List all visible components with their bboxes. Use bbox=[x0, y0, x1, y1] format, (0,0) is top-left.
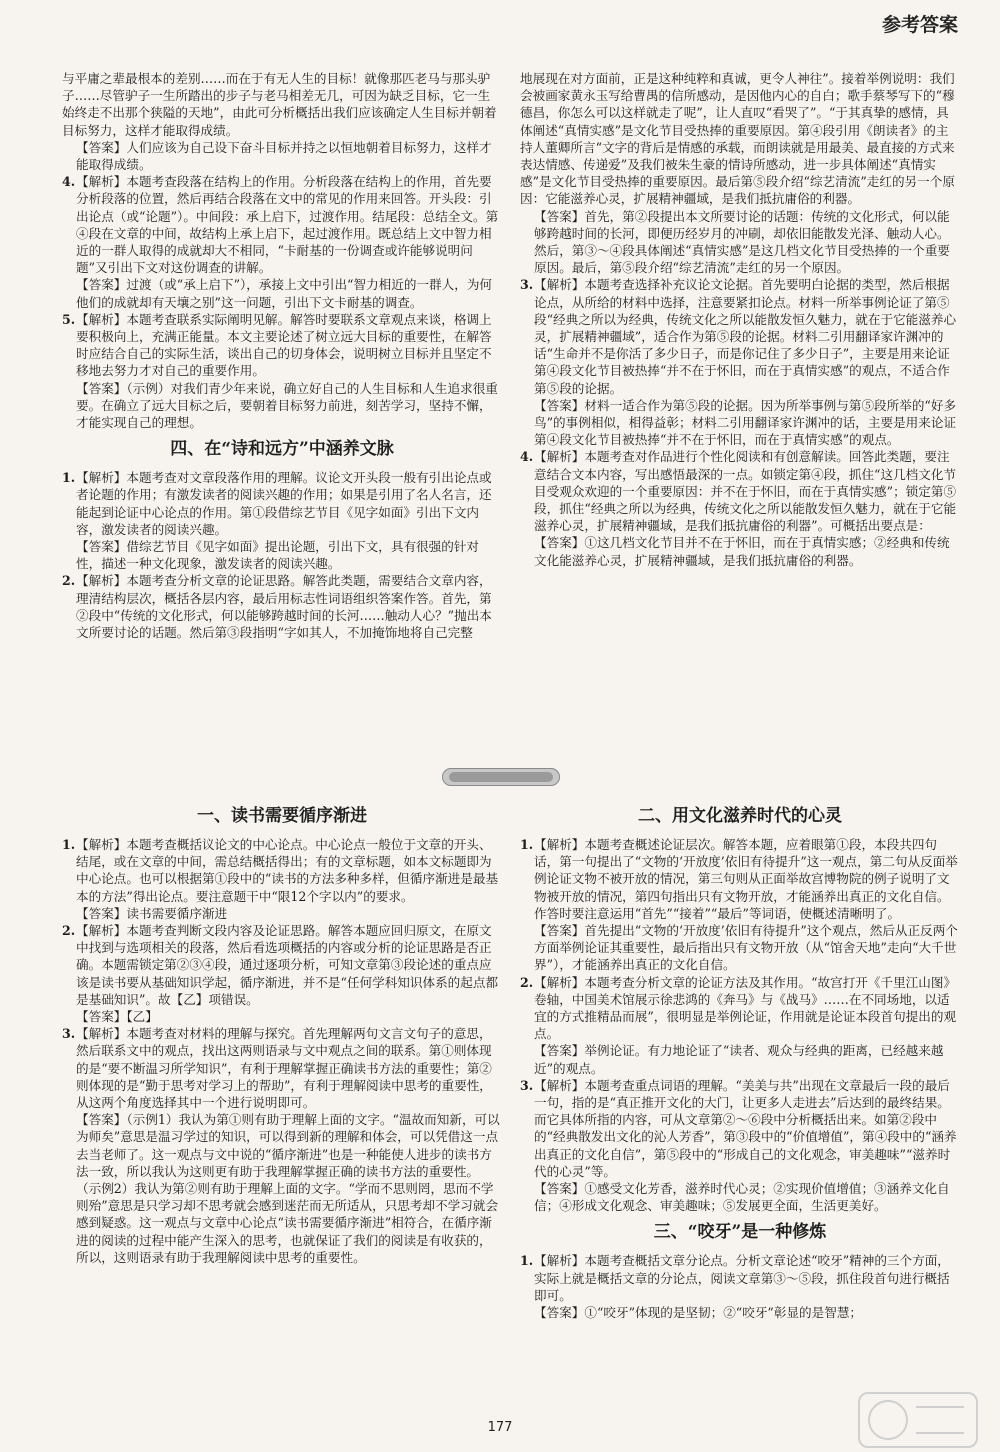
top-right-column bbox=[520, 70, 960, 569]
continuation-paragraph: 地展现在对方面前，正是这种纯粹和真诚，更令人神往”。接着举例说明：我们会被画家黄永玉写给曹禺的信所感动，是因他内心的自白；歌手蔡琴写下的“穆德昌，你怎么可以这样就走了呢”，让人直叹“看哭了”。“于其真挚的感情，具体阐述“真情实感”是文化节目受热捧的重要原因。第④段引用《朗读者》的主持人董卿所言“文字的背后是情感的承载，而朗读就是用最美、最直接的方式来表达情感、传递爱”及我们被朱生豪的情诗所感动，进一步具体阐述“真情实感”是文化节目受热捧的重要原因。最后第⑤段介绍“综艺清流”走红的另一个原因：它能滋养心灵，扩展精神疆域，是我们抵抗庸俗的利器。 bbox=[520, 71, 955, 207]
answer-text: 【答案】（示例）对我们青少年来说，确立好自己的人生目标和人生追求很重要。在确立了远大目标之后，要朝着目标努力前进，刻苦学习，坚持不懈，才能实现自己的理想。 bbox=[76, 380, 498, 431]
answer-text: （示例2）我认为第②则有助于理解上面的文字。“学而不思则罔，思而不学则殆”意思是只学习却不思考就会感到迷茫而无所适从，只思考却不学习就会感到疑惑。这一观点与文章中心论点“读书需要循序渐进”相符合，在循序渐进的阅读的过程中能产生深入的思考，也就保证了我们的阅读是有收获的，所以，这则语录有助于我理解阅读中思考的重要性。 bbox=[76, 1181, 499, 1265]
question-number: 2. bbox=[520, 974, 534, 990]
question-number: 3. bbox=[520, 1077, 534, 1093]
analysis-text: 【解析】本题考查概括文章分论点。分析文章论述“咬牙”精神的三个方面，实际上就是概括文章的分论点，阅读文章第③～⑤段，抓住段首句进行概括即可。 bbox=[534, 1253, 950, 1303]
analysis-text: 【解析】本题考查对材料的理解与探究。首先理解两句文言文句子的意思，然后联系文中的观点，找出这两则语录与文中观点之间的联系。第①则体现的是“要不断温习所学知识”，有利于理解掌握正确读书方法的重要性；第②则体现的是“勤于思考对学习上的帮助”，有利于理解阅读中思考的重要性，从这两个角度选择其中一个进行说明即可。 bbox=[76, 1026, 492, 1111]
question-item-1 bbox=[520, 836, 960, 922]
question-number: 2. bbox=[62, 923, 76, 939]
analysis-text: 【解析】本题考查重点词语的理解。“美美与共”出现在文章最后一段的最后一句，指的是“真正推开文化的大门，让更多人走进去”后达到的最终结果。而它具体所指的内容，可从文章第②～⑥段中分析概括出来。如第②段中的“经典散发出文化的沁人芳香”，第③段中的“价值增值”，第④段中的“涵养出真正的文化自信”，第⑤段中的“形成自己的文化观念，审美趣味”“滋养时代的心灵”等。 bbox=[534, 1077, 957, 1179]
analysis-text: 【解析】本题考查段落在结构上的作用。分析段落在结构上的作用，首先要分析段落的位置，然后再结合段落在文中的常见的作用来回答。开头段：引出论点（或“论题”）。中间段：承上启下，过渡作用。结尾段：总结全文。第④段在文章的中间，故结构上承上启下，起过渡作用。既总结上文中智力相近的一群人取得的成就却大不相同，“卡耐基的一份调查或许能够说明问题”又引出下文对这份调查的讲解。 bbox=[76, 174, 499, 276]
answer-text: 【答案】借综艺节目《见字如面》提出论题，引出下文，具有很强的针对性，描述一种文化现象，激发读者的阅读兴趣。 bbox=[76, 539, 479, 572]
answer-text: 【答案】①“咬牙”体现的是坚韧；②“咬牙”彰显的是智慧； bbox=[534, 1305, 863, 1321]
analysis-text: 【解析】本题考查选择补充议论文论据。首先要明白论据的类型，然后根据论点，从所给的材料中选择，注意要紧扣论点。材料一所举事例论证了第⑤段“经典之所以为经典，传统文化之所以能散发恒久魅力，就在于它能滋养心灵，扩展精神疆域”，适合作为第⑤段的论据。材料二引用翻译家许渊冲的话“生命并不是你活了多少日子，而是你记住了多少日子”，主要是用来论证第④段文化节目被热捧“并不在于怀旧，而在于真情实感”的观点，不适合作第⑤段的论据。 bbox=[534, 277, 957, 396]
question-item-1 bbox=[62, 469, 502, 538]
answer-text: 【答案】过渡（或“承上启下”），承接上文中引出“智力相近的一群人，为何他们的成就却有天壤之别”这一问题，引出下文卡耐基的调查。 bbox=[76, 277, 493, 310]
question-number: 1. bbox=[520, 837, 534, 852]
answer-text: 【答案】①这几档文化节目并不在于怀旧，而在于真情实感；②经典和传统文化能滋养心灵，扩展精神疆域，是我们抵抗庸俗的利器。 bbox=[534, 535, 950, 568]
answer-text: 【答案】举例论证。有力地论证了“读者、观众与经典的距离，已经越来越近”的观点。 bbox=[534, 1043, 944, 1076]
question-number: 3. bbox=[520, 277, 534, 293]
page-number: 177 bbox=[487, 1420, 513, 1435]
analysis-text: 【解析】本题考查概述论证层次。解答本题，应着眼第①段，本段共四句话，第一句提出了“文物的‘开放度’依旧有待提升”这一观点，第二句从反面举例论证文物不被开放的情况，第三句则从正面举故宫博物院的例子说明了文物被开放的情况，第四句指出只有文物开放，才能涵养出真正的文化自信。作答时要注意运用“首先”“接着”“最后”等词语，使概述清晰明了。 bbox=[534, 837, 958, 921]
question-number: 1. bbox=[520, 1253, 534, 1269]
question-number: 2. bbox=[62, 573, 76, 589]
analysis-text: 【解析】本题考查联系实际阐明见解。解答时要联系文章观点来谈，格调上要积极向上，充满正能量。本文主要论述了树立远大目标的重要性，在解答时应结合自己的实际生活，谈出自己的切身体会，说明树立目标并且坚定不移地去努力才对自己的重要作用。 bbox=[76, 311, 492, 379]
answer-text: 【答案】读书需要循序渐进 bbox=[76, 905, 228, 921]
answer-text: 【答案】首先提出“文物的‘开放度’依旧有待提升”这个观点，然后从正反两个方面举例论证其重要性，最后指出只有文物开放（从“馆舍天地”走向“大千世界”），才能涵养出真正的文化自信。 bbox=[534, 923, 958, 973]
answer-text: 【答案】材料一适合作为第⑤段的论据。因为所举事例与第⑤段所举的“好多鸟”的事例相似，相得益彰；材料二引用翻译家许渊冲的话，主要是用来论证第④段文化节目被热捧“并不在于怀旧，而在于真情实感”的观点。 bbox=[534, 397, 957, 448]
question-item-2 bbox=[62, 572, 502, 641]
analysis-text: 【解析】本题考查判断文段内容及论证思路。解答本题应回归原文，在原文中找到与选项相关的段落，然后看选项概括的内容或分析的论证思路是否正确。本题需锁定第②③④段，通过逐项分析，可知文章第③段论述的重点应该是读书要从基础知识学起，循序渐进，并不是“任何学科知识体系的起点都是基础知识”。故【乙】项错误。 bbox=[76, 923, 499, 1007]
question-item-3 bbox=[62, 1025, 502, 1111]
question-number: 5. bbox=[62, 311, 76, 327]
question-item-1 bbox=[520, 1252, 960, 1304]
section-title: 四、在“诗和远方”中涵养文脉 bbox=[170, 439, 394, 460]
bottom-right-column bbox=[520, 798, 960, 1321]
section-title: 一、读书需要循序渐进 bbox=[197, 806, 367, 826]
question-item-5 bbox=[62, 311, 502, 380]
question-item-2 bbox=[520, 974, 960, 1043]
section-divider-banner bbox=[442, 768, 560, 786]
analysis-text: 【解析】本题考查对作品进行个性化阅读和有创意解读。回答此类题，要注意结合文本内容，写出感悟最深的一点。如锁定第④段，抓住“这几档文化节目受观众欢迎的一个重要原因：并不在于怀旧，而在于真情实感”；锁定第⑤段，抓住“经典之所以为经典，传统文化之所以能散发恒久魅力，就在于它能滋养心灵，扩展精神疆域，是我们抵抗庸俗的利器”。可概括出要点是： bbox=[534, 449, 957, 534]
question-item-2 bbox=[62, 922, 502, 1008]
question-number: 4. bbox=[62, 174, 76, 190]
analysis-text: 【解析】本题考查分析文章的论证思路。解答此类题，需要结合文章内容，理清结构层次，概括各层内容，最后用标志性词语组织答案作答。首先，第②段中“传统的文化形式，何以能够跨越时间的长河……触动人心？”抛出本文所要讨论的话题。然后第③段指明“字如其人，不加掩饰地将自己完整 bbox=[76, 573, 492, 641]
question-item-4 bbox=[520, 448, 960, 534]
answer-text: 【答案】首先，第②段提出本文所要讨论的话题：传统的文化形式，何以能够跨越时间的长河，即便历经岁月的冲刷，却依旧能散发光泽、触动人心。然后，第③～④段具体阐述“真情实感”是这几档文化节目受热捧的一个重要原因。最后，第⑤段介绍“综艺清流”走红的另一个原因。 bbox=[534, 208, 950, 276]
question-number: 4. bbox=[520, 449, 534, 465]
question-number: 1. bbox=[62, 470, 76, 486]
analysis-text: 【解析】本题考查对文章段落作用的理解。议论文开头段一般有引出论点或者论题的作用；有激发读者的阅读兴趣的作用；如果是引用了名人名言，还能起到论证中心论点的作用。第①段借综艺节目《见字如面》引出下文内容，激发读者的阅读兴趣。 bbox=[76, 470, 492, 537]
question-number: 1. bbox=[62, 837, 76, 852]
answer-text: 【答案】【乙】 bbox=[76, 1009, 158, 1025]
answer-text: 【答案】①感受文化芳香，滋养时代心灵；②实现价值增值；③涵养文化自信；④形成文化观念、审美趣味；⑤发展更全面，生活更美好。 bbox=[534, 1181, 950, 1214]
header-label: 参考答案 bbox=[881, 14, 958, 36]
analysis-text: 【解析】本题考查分析文章的论证方法及其作用。“故宫打开《千里江山图》卷轴，中国美术馆展示徐悲鸿的《奔马》与《战马》……在不同场地，以适宜的方式推精品而展”，很明显是举例论证，作用就是论证本段首句提出的观点。 bbox=[534, 974, 957, 1042]
question-item-3 bbox=[520, 1077, 960, 1180]
answer-text: 【答案】（示例1）我认为第①则有助于理解上面的文字。“温故而知新，可以为师矣”意思是温习学过的知识，可以得到新的理解和体会，可以凭借这一点去当老师了。这一观点与文中说的“循序渐进”也是一种能使人进步的读书方法一致，所以我认为这则更有助于我理解掌握正确的读书方法的重要性。 bbox=[76, 1112, 500, 1179]
answer-text: 【答案】人们应该为自己设下奋斗目标并持之以恒地朝着目标努力，这样才能取得成绩。 bbox=[76, 139, 492, 173]
top-left-column bbox=[62, 70, 502, 641]
bottom-left-column bbox=[62, 798, 502, 1266]
question-item-3 bbox=[520, 276, 960, 396]
watermark-logo bbox=[858, 1392, 978, 1448]
analysis-text: 【解析】本题考查概括议论文的中心论点。中心论点一般位于文章的开头、结尾，或在文章的中间，需总结概括得出；有的文章标题，如本文标题即为中心论点。也可以根据第①段中的“读书的方法多种多样，但循序渐进是最基本的方法”得出论点。要注意题干中“限12个字以内”的要求。 bbox=[76, 837, 499, 904]
question-item-1 bbox=[62, 836, 502, 905]
section-title: 三、“咬牙”是一种修炼 bbox=[653, 1222, 827, 1243]
intro-paragraph: 与平庸之辈最根本的差别……而在于有无人生的目标！就像那匹老马与那头驴子……尽管驴子一生所踏出的步子与老马相差无几，可因为缺乏目标，它一生始终走不出那个狭隘的天地”，由此可分析概括出我们应该确定人生目标并朝着目标努力，这样才能取得成绩。 bbox=[62, 71, 497, 138]
question-item-4 bbox=[62, 173, 502, 276]
section-title: 二、用文化滋养时代的心灵 bbox=[638, 806, 842, 826]
question-number: 3. bbox=[62, 1026, 76, 1042]
